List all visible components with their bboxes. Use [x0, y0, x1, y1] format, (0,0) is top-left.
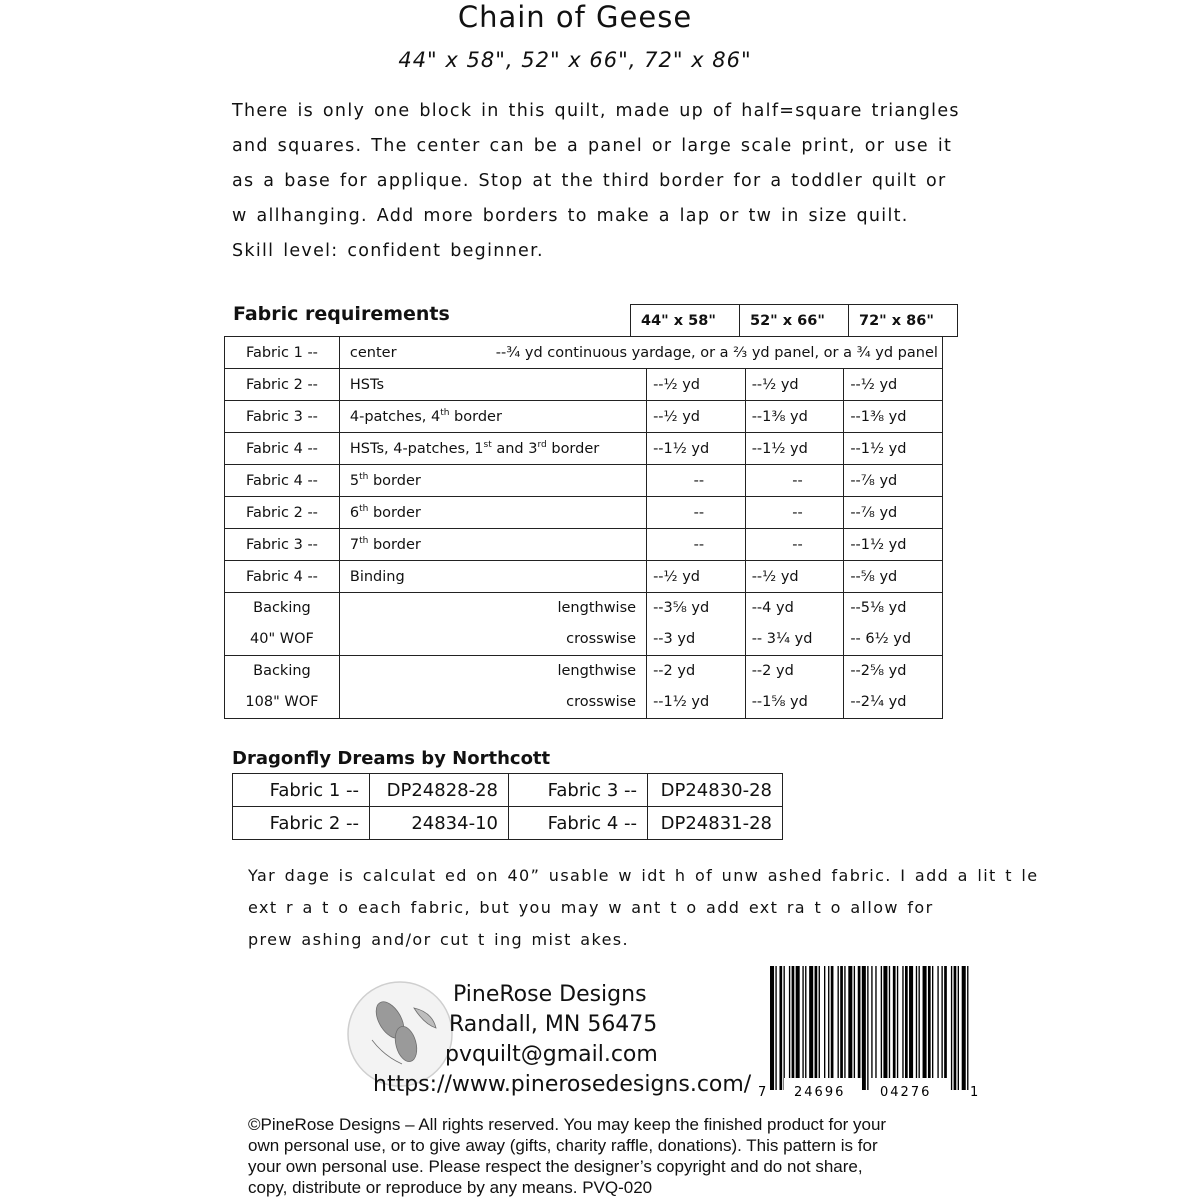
amount-cell: --1½ yd — [647, 433, 746, 465]
amount-cell: --½ yd — [745, 561, 844, 593]
barcode-bar — [871, 966, 872, 1090]
fabric-requirements-heading: Fabric requirements — [233, 303, 450, 325]
barcode-bar — [770, 966, 774, 1090]
copyright-line: your own personal use. Please respect the designer’s copyright and do not share, — [248, 1157, 863, 1176]
amount-cell: --1⅜ yd — [745, 401, 844, 433]
barcode-bar — [954, 966, 957, 1090]
amount-cell: --3⅝ yd --3 yd — [647, 593, 746, 656]
yardage-note — [248, 860, 1039, 956]
size-header-cell: 44" x 58" — [631, 305, 740, 337]
size-header-table — [630, 304, 958, 337]
amount-cell: --2 yd --1⅝ yd — [745, 656, 844, 719]
table-row — [225, 433, 943, 465]
barcode-bar — [881, 966, 882, 1090]
barcode-bar — [779, 966, 782, 1090]
fabric-label: Fabric 2 -- — [233, 807, 370, 840]
use-cell: 5th border — [339, 465, 646, 497]
table-row — [225, 401, 943, 433]
fabric-code: 24834-10 — [370, 807, 509, 840]
intro-line: There is only one block in this quilt, made up of half=square triangles — [232, 101, 960, 121]
barcode-bar — [854, 966, 855, 1090]
barcode-bar — [796, 966, 800, 1090]
page-title: Chain of Geese — [457, 0, 693, 34]
intro-line: Skill level: confident beginner. — [232, 241, 544, 261]
use-cell: Binding — [339, 561, 646, 593]
amount-cell: --½ yd — [745, 369, 844, 401]
fabric-cell: Fabric 4 -- — [225, 433, 340, 465]
fabric-cell: Fabric 4 -- — [225, 561, 340, 593]
company-name: PineRose Designs — [453, 982, 647, 1007]
barcode-bar — [909, 966, 913, 1090]
company-address: Randall, MN 56475 — [449, 1012, 658, 1037]
company-email: pvquilt@gmail.com — [445, 1042, 658, 1067]
amount-cell: --½ yd — [647, 561, 746, 593]
barcode-bar — [775, 966, 776, 1090]
size-header-cell: 52" x 66" — [740, 305, 849, 337]
barcode-bar — [824, 966, 825, 1090]
table-row — [225, 465, 943, 497]
barcode-bar — [889, 966, 890, 1090]
barcode-bar — [784, 966, 785, 1090]
fabric-cell: Fabric 1 -- — [225, 337, 340, 369]
barcode-bar — [819, 966, 820, 1090]
barcode-bar — [902, 966, 903, 1090]
barcode-bar — [840, 966, 843, 1090]
company-website: https://www.pinerosedesigns.com/ — [373, 1072, 752, 1097]
barcode-bar — [944, 966, 947, 1090]
barcode-bar — [809, 966, 813, 1090]
contact-info — [373, 980, 752, 1100]
copyright-line: own personal use, or to give away (gifts, charity raffle, donations). This pattern is for — [248, 1136, 878, 1155]
fabric-label: Fabric 3 -- — [509, 774, 648, 807]
fabric-line-heading: Dragonfly Dreams by Northcott — [232, 748, 551, 769]
center-cell — [339, 337, 942, 369]
fabric-cell: Fabric 2 -- — [225, 369, 340, 401]
use-cell: 4-patches, 4th border — [339, 401, 646, 433]
fabric-cell: Fabric 3 -- — [225, 529, 340, 561]
barcode-bar — [937, 966, 938, 1090]
intro-text — [232, 94, 960, 269]
intro-line: and squares. The center can be a panel or large scale print, or use it — [232, 136, 953, 156]
amount-cell: --1½ yd — [844, 433, 943, 465]
amount-cell: --½ yd — [647, 369, 746, 401]
barcode-bar — [858, 966, 861, 1090]
barcode-bar — [789, 966, 790, 1090]
barcode-bar — [923, 966, 927, 1090]
direction-cell: lengthwise crosswise — [339, 656, 646, 719]
barcode-bar — [897, 966, 898, 1090]
barcode-bar — [883, 966, 887, 1090]
fabric-cell: Fabric 2 -- — [225, 497, 340, 529]
yardage-line: Yar dage is calculat ed on 40” usable w idt h of unw ashed fabric. I add a lit t le — [248, 866, 1039, 885]
yardage-line: prew ashing and/or cut t ing mist akes. — [248, 930, 630, 949]
fabric-code: DP24831-28 — [648, 807, 783, 840]
amount-cell: -- — [745, 497, 844, 529]
center-note: --¾ yd continuous yardage, or a ⅔ yd panel, or a ¾ yd panel — [495, 344, 938, 361]
direction-cell: lengthwise crosswise — [339, 593, 646, 656]
barcode-bar — [905, 966, 908, 1090]
amount-cell: --½ yd — [844, 369, 943, 401]
fabric-code: DP24828-28 — [370, 774, 509, 807]
intro-line: w allhanging. Add more borders to make a lap or tw in size quilt. — [232, 206, 909, 226]
barcode-bar — [951, 966, 952, 1090]
barcode-bar — [844, 966, 845, 1090]
amount-cell: --1½ yd — [844, 529, 943, 561]
barcode-bar — [828, 966, 829, 1090]
table-row — [225, 593, 943, 656]
barcode-bar — [805, 966, 806, 1090]
amount-cell: --½ yd — [647, 401, 746, 433]
yardage-line: ext r a t o each fabric, but you may w ant t o add ext ra t o allow for — [248, 898, 934, 917]
barcode-bars — [770, 966, 968, 1090]
amount-cell: --⅝ yd — [844, 561, 943, 593]
barcode-bar — [831, 966, 834, 1090]
intro-line: as a base for applique. Stop at the third border for a toddler quilt or — [232, 171, 947, 191]
table-row — [225, 337, 943, 369]
fabric-cell: Fabric 3 -- — [225, 401, 340, 433]
fabric-requirements-table — [224, 336, 943, 719]
amount-cell: --2 yd --1½ yd — [647, 656, 746, 719]
barcode-bar — [838, 966, 839, 1090]
use-cell: 6th border — [339, 497, 646, 529]
barcode-bar — [967, 966, 968, 1090]
backing-label-cell: Backing 108" WOF — [225, 656, 340, 719]
amount-cell: --⅞ yd — [844, 465, 943, 497]
amount-cell: --1⅜ yd — [844, 401, 943, 433]
barcode-bar — [867, 966, 868, 1090]
amount-cell: --5⅛ yd -- 6½ yd — [844, 593, 943, 656]
amount-cell: -- — [745, 465, 844, 497]
fabric-line-table — [232, 773, 783, 840]
barcode-bar — [848, 966, 852, 1090]
table-row — [233, 774, 783, 807]
barcode-icon — [758, 966, 978, 1104]
barcode-digit-right: 1 — [970, 1085, 978, 1100]
amount-cell: --1½ yd — [745, 433, 844, 465]
fabric-cell: Fabric 4 -- — [225, 465, 340, 497]
table-row — [225, 656, 943, 719]
barcode-bar — [802, 966, 803, 1090]
fabric-code: DP24830-28 — [648, 774, 783, 807]
amount-cell: -- — [647, 465, 746, 497]
amount-cell: -- — [647, 497, 746, 529]
barcode-digits-group2: 04276 — [880, 1085, 932, 1100]
barcode-bar — [916, 966, 917, 1090]
use-text: center — [349, 344, 397, 361]
table-row — [225, 497, 943, 529]
barcode-bar — [928, 966, 931, 1090]
amount-cell: -- — [647, 529, 746, 561]
barcode-bar — [815, 966, 818, 1090]
use-cell: 7th border — [339, 529, 646, 561]
barcode-bar — [958, 966, 959, 1090]
copyright-notice — [248, 1114, 968, 1198]
amount-cell: --4 yd -- 3¼ yd — [745, 593, 844, 656]
barcode-digit-left: 7 — [758, 1085, 767, 1100]
barcode-bar — [941, 966, 942, 1090]
table-row — [233, 807, 783, 840]
amount-cell: -- — [745, 529, 844, 561]
table-row — [225, 529, 943, 561]
barcode-bar — [893, 966, 896, 1090]
barcode-bar — [862, 966, 866, 1090]
barcode-bar — [792, 966, 795, 1090]
size-header-cell: 72" x 86" — [849, 305, 958, 337]
table-row — [225, 369, 943, 401]
use-cell: HSTs — [339, 369, 646, 401]
use-cell: HSTs, 4-patches, 1st and 3rd border — [339, 433, 646, 465]
amount-cell: --2⅝ yd --2¼ yd — [844, 656, 943, 719]
barcode-digits-group1: 24696 — [794, 1085, 846, 1100]
barcode-bar — [919, 966, 920, 1090]
barcode-bar — [962, 966, 966, 1090]
amount-cell: --⅞ yd — [844, 497, 943, 529]
table-row — [225, 561, 943, 593]
backing-label-cell: Backing 40" WOF — [225, 593, 340, 656]
copyright-line: ©PineRose Designs – All rights reserved. You may keep the finished product for your — [248, 1115, 887, 1134]
barcode-bar — [932, 966, 933, 1090]
copyright-line: copy, distribute or reproduce by any means. PVQ-020 — [248, 1178, 653, 1197]
barcode-bar — [875, 966, 876, 1090]
fabric-label: Fabric 4 -- — [509, 807, 648, 840]
fabric-label: Fabric 1 -- — [233, 774, 370, 807]
quilt-sizes: 44" x 58", 52" x 66", 72" x 86" — [398, 48, 752, 72]
